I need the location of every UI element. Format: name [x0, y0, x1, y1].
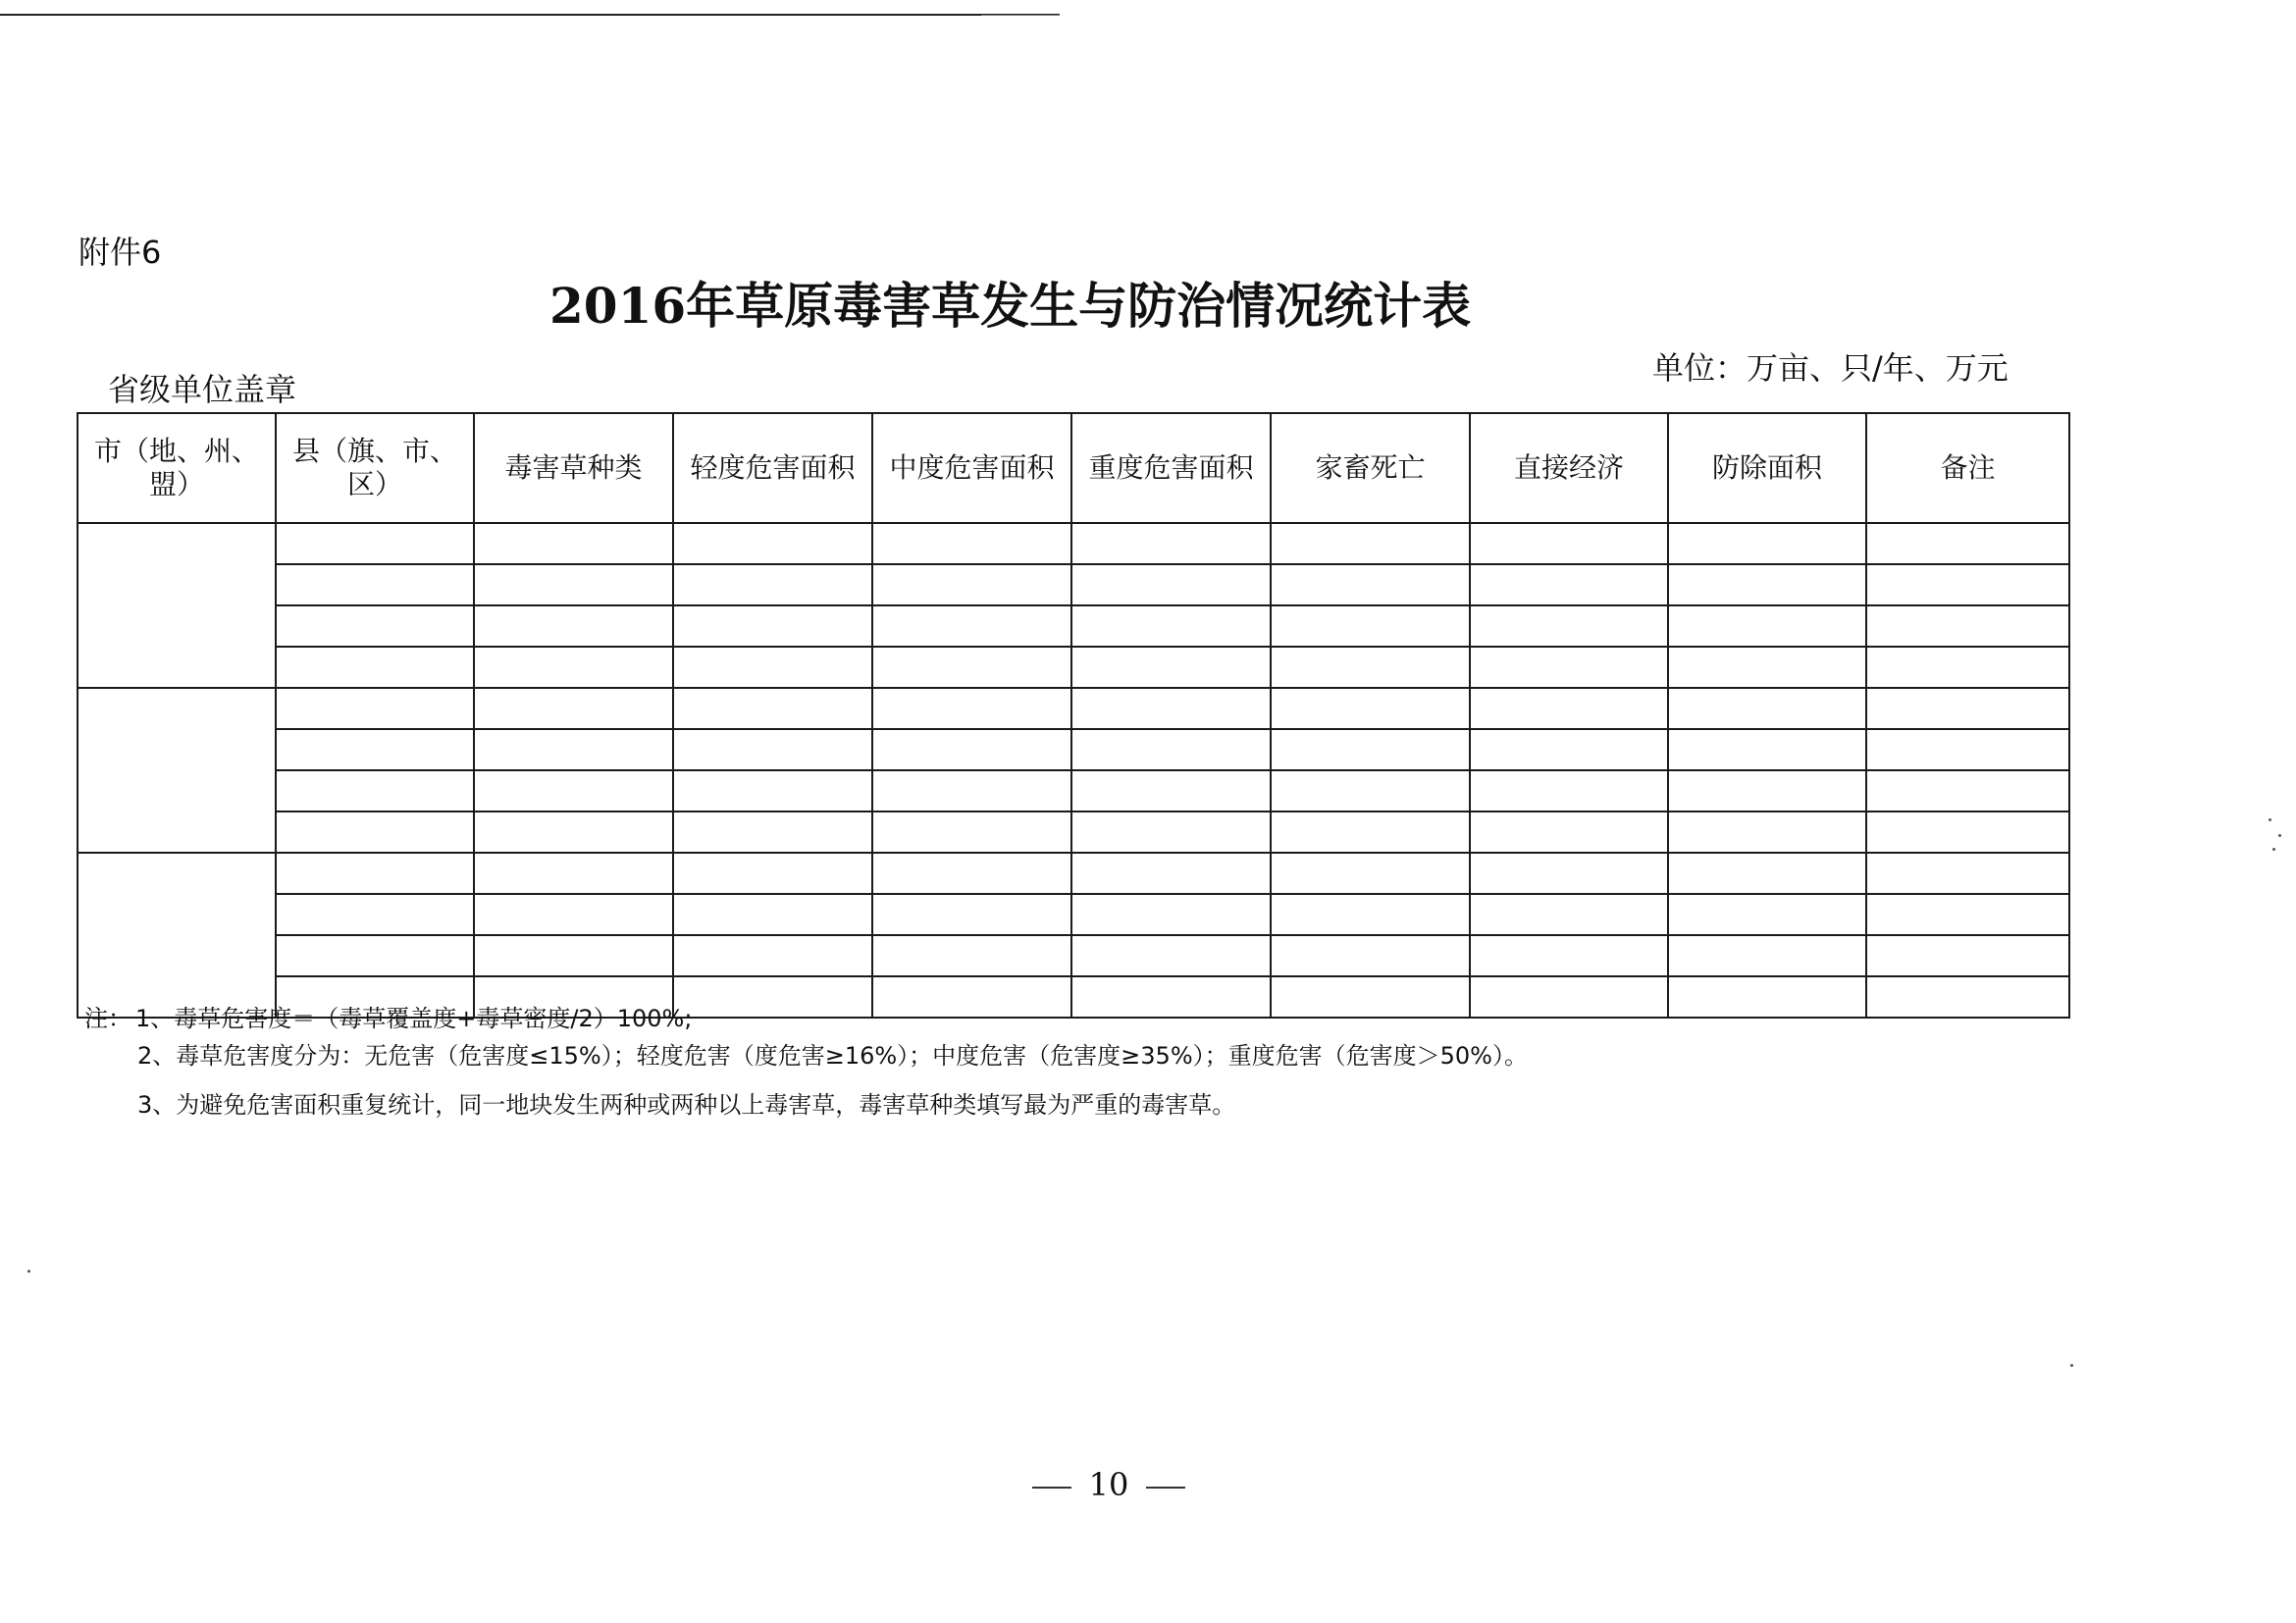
- header-direct-economic: 直接经济: [1470, 413, 1668, 523]
- table-cell: [673, 935, 872, 976]
- page-number-text: 10: [1088, 1466, 1129, 1503]
- table-cell: [276, 564, 474, 605]
- table-cell: [673, 647, 872, 688]
- table-cell: [1866, 688, 2069, 729]
- table-row: [78, 605, 2069, 647]
- table-cell: [1668, 688, 1866, 729]
- table-cell: [673, 523, 872, 564]
- table-row: [78, 688, 2069, 729]
- table-cell: [1668, 976, 1866, 1018]
- header-row: [78, 413, 2069, 523]
- note-text-1: 1、毒草危害度＝（毒草覆盖度+毒草密度/2）100%;: [135, 1005, 693, 1032]
- table-cell: [1470, 523, 1668, 564]
- table-cell: [673, 688, 872, 729]
- table-row: [78, 729, 2069, 770]
- page-dash-left: [1032, 1487, 1071, 1489]
- table-cell: [1271, 647, 1470, 688]
- table-cell: [474, 935, 673, 976]
- table-cell: [1866, 647, 2069, 688]
- table-cell: [474, 647, 673, 688]
- scan-speck: [2278, 834, 2281, 837]
- table-cell: [276, 812, 474, 853]
- table-cell: [474, 688, 673, 729]
- table-cell: [474, 605, 673, 647]
- table-cell: [872, 729, 1071, 770]
- page-dash-right: [1146, 1487, 1185, 1489]
- table-cell: [474, 729, 673, 770]
- unit-label: 单位：万亩、只/年、万元: [1652, 349, 2009, 387]
- table-cell: [1668, 523, 1866, 564]
- top-rule-tail: [981, 15, 1060, 16]
- table-row: [78, 812, 2069, 853]
- table-cell: [1071, 976, 1271, 1018]
- table-cell: [673, 729, 872, 770]
- table-cell: [1271, 894, 1470, 935]
- table-cell: [1668, 605, 1866, 647]
- table-cell: [673, 976, 872, 1018]
- table-cell: [1071, 770, 1271, 812]
- table-cell: [1071, 935, 1271, 976]
- table-cell: [872, 935, 1071, 976]
- table-cell: [276, 853, 474, 894]
- header-county: 县（旗、市、区）: [276, 413, 474, 523]
- table-cell: [872, 647, 1071, 688]
- table-row: [78, 523, 2069, 564]
- table-cell: [1071, 605, 1271, 647]
- statistics-table: [77, 412, 2070, 1019]
- table-cell: [1470, 729, 1668, 770]
- table-cell: [673, 812, 872, 853]
- table-cell: [1866, 729, 2069, 770]
- table-cell: [1866, 894, 2069, 935]
- table-cell: [1668, 770, 1866, 812]
- table-cell: [1271, 523, 1470, 564]
- table-cell: [1470, 647, 1668, 688]
- header-livestock-death: 家畜死亡: [1271, 413, 1470, 523]
- table-cell: [1470, 894, 1668, 935]
- table-cell: [673, 770, 872, 812]
- table-cell: [673, 605, 872, 647]
- table-cell: [872, 976, 1071, 1018]
- table-cell: [1071, 564, 1271, 605]
- table-cell: [1470, 564, 1668, 605]
- table-cell: [1668, 729, 1866, 770]
- table-cell: [673, 894, 872, 935]
- table-cell: [1470, 853, 1668, 894]
- table-cell: [1866, 976, 2069, 1018]
- header-severe-damage-area: 重度危害面积: [1071, 413, 1271, 523]
- table-cell: [1071, 894, 1271, 935]
- table-cell: [1866, 605, 2069, 647]
- table-row: [78, 770, 2069, 812]
- table-cell: [276, 647, 474, 688]
- table-cell: [1470, 976, 1668, 1018]
- table-cell: [276, 523, 474, 564]
- table-cell: [673, 853, 872, 894]
- table-cell: [1866, 853, 2069, 894]
- table-cell: [474, 523, 673, 564]
- page-number: [1011, 1466, 1207, 1503]
- page-title: 2016年草原毒害草发生与防治情况统计表: [549, 277, 1472, 335]
- city-cell: [78, 688, 276, 853]
- note-prefix: 注：: [84, 1005, 131, 1032]
- note-item-3: 3、为避免危害面积重复统计，同一地块发生两种或两种以上毒害草，毒害草种类填写最为严重的毒害草。: [137, 1091, 1236, 1119]
- table-cell: [1271, 729, 1470, 770]
- table-cell: [1668, 894, 1866, 935]
- header-city: 市（地、州、盟）: [78, 413, 276, 523]
- table-cell: [276, 894, 474, 935]
- note-item-2: 2、毒草危害度分为：无危害（危害度≤15%）；轻度危害（度危害≥16%）；中度危害（危害度≥35%）；重度危害（危害度＞50%）。: [137, 1042, 1528, 1070]
- table-cell: [276, 605, 474, 647]
- scan-speck: [2269, 818, 2271, 821]
- header-weed-type: 毒害草种类: [474, 413, 673, 523]
- table-cell: [1866, 564, 2069, 605]
- table-cell: [1668, 647, 1866, 688]
- table-cell: [872, 688, 1071, 729]
- table-cell: [276, 729, 474, 770]
- table-cell: [872, 894, 1071, 935]
- table-cell: [1271, 770, 1470, 812]
- table-cell: [872, 812, 1071, 853]
- table-cell: [1271, 935, 1470, 976]
- table-cell: [872, 523, 1071, 564]
- table-cell: [1668, 935, 1866, 976]
- annex-label: 附件6: [78, 234, 162, 271]
- table-cell: [1271, 605, 1470, 647]
- table-row: [78, 894, 2069, 935]
- table-cell: [1071, 647, 1271, 688]
- table-cell: [1866, 935, 2069, 976]
- table-cell: [1470, 935, 1668, 976]
- table-row: [78, 647, 2069, 688]
- top-rule: [0, 14, 1060, 16]
- table-cell: [1071, 812, 1271, 853]
- table-cell: [1668, 564, 1866, 605]
- city-cell: [78, 853, 276, 1018]
- table-cell: [1668, 853, 1866, 894]
- table-cell: [276, 935, 474, 976]
- table-cell: [276, 770, 474, 812]
- table-cell: [474, 853, 673, 894]
- scan-speck: [2272, 848, 2275, 851]
- table-cell: [1071, 729, 1271, 770]
- table-row: [78, 935, 2069, 976]
- table-row: [78, 853, 2069, 894]
- table-cell: [1271, 812, 1470, 853]
- table-cell: [1271, 688, 1470, 729]
- header-control-area: 防除面积: [1668, 413, 1866, 523]
- table-cell: [474, 812, 673, 853]
- table-cell: [1271, 976, 1470, 1018]
- table-cell: [1470, 812, 1668, 853]
- header-remarks: 备注: [1866, 413, 2069, 523]
- scan-speck: [2070, 1364, 2073, 1367]
- table-cell: [1071, 523, 1271, 564]
- scan-speck: [27, 1270, 30, 1273]
- table-cell: [1071, 853, 1271, 894]
- table-cell: [1271, 564, 1470, 605]
- table-cell: [474, 770, 673, 812]
- table-cell: [673, 564, 872, 605]
- table-cell: [872, 605, 1071, 647]
- header-light-damage-area: 轻度危害面积: [673, 413, 872, 523]
- table-cell: [872, 564, 1071, 605]
- table-cell: [474, 564, 673, 605]
- table-cell: [276, 688, 474, 729]
- note-item-1: [84, 999, 692, 1033]
- table-cell: [1271, 853, 1470, 894]
- table-cell: [1866, 523, 2069, 564]
- table-cell: [1071, 688, 1271, 729]
- table-cell: [1668, 812, 1866, 853]
- table-row: [78, 564, 2069, 605]
- table-cell: [872, 770, 1071, 812]
- table-cell: [1470, 688, 1668, 729]
- table-cell: [1866, 770, 2069, 812]
- table-cell: [1470, 605, 1668, 647]
- table-cell: [474, 894, 673, 935]
- seal-label: 省级单位盖章: [108, 371, 297, 408]
- table-cell: [872, 853, 1071, 894]
- table-cell: [1866, 812, 2069, 853]
- city-cell: [78, 523, 276, 688]
- table-cell: [1470, 770, 1668, 812]
- header-moderate-damage-area: 中度危害面积: [872, 413, 1071, 523]
